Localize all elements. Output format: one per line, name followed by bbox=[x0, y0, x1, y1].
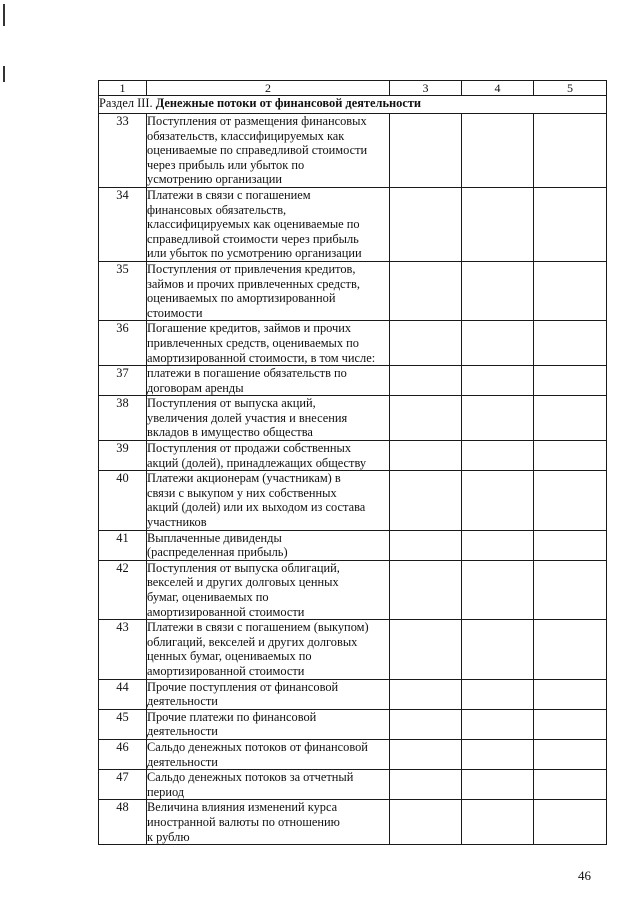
row-number: 40 bbox=[99, 471, 147, 530]
cash-flow-table bbox=[98, 80, 607, 845]
description-line: Прочие поступления от финансовой bbox=[147, 679, 339, 694]
description-line: амортизированной стоимости, в том числе: bbox=[147, 350, 376, 365]
description-line: акций (долей), принадлежащих обществу bbox=[147, 455, 367, 470]
value-cell-col4 bbox=[462, 396, 534, 441]
description-line: займов и прочих привлеченных средств, bbox=[147, 276, 360, 291]
description-line: облигаций, векселей и других долговых bbox=[147, 634, 358, 649]
row-description bbox=[147, 114, 390, 188]
value-cell-col3 bbox=[390, 114, 462, 188]
description-line: стоимости bbox=[147, 305, 203, 320]
description-line: увеличения долей участия и внесения bbox=[147, 410, 348, 425]
description-line: вкладов в имущество общества bbox=[147, 425, 313, 440]
description-line: усмотрению организации bbox=[147, 172, 282, 187]
row-number: 36 bbox=[99, 321, 147, 366]
column-header-1: 1 bbox=[99, 81, 147, 96]
value-cell-col5 bbox=[534, 770, 607, 800]
description-line: акций (долей) или их выходом из состава bbox=[147, 500, 366, 515]
description-line: деятельности bbox=[147, 694, 218, 709]
description-line: связи с выкупом у них собственных bbox=[147, 485, 337, 500]
description-line: классифицируемых как оцениваемые по bbox=[147, 217, 360, 232]
value-cell-col3 bbox=[390, 770, 462, 800]
description-line: обязательств, классифицируемых как bbox=[147, 128, 345, 143]
row-description bbox=[147, 620, 390, 679]
description-line: иностранной валюты по отношению bbox=[147, 814, 340, 829]
table-row bbox=[99, 441, 607, 471]
value-cell-col4 bbox=[462, 620, 534, 679]
description-line: Поступления от выпуска облигаций, bbox=[147, 560, 340, 575]
row-description bbox=[147, 770, 390, 800]
value-cell-col3 bbox=[390, 396, 462, 441]
value-cell-col3 bbox=[390, 739, 462, 769]
table-row bbox=[99, 396, 607, 441]
column-header-2: 2 bbox=[147, 81, 390, 96]
value-cell-col5 bbox=[534, 709, 607, 739]
table-row bbox=[99, 800, 607, 845]
margin-mark bbox=[3, 66, 5, 82]
value-cell-col4 bbox=[462, 739, 534, 769]
value-cell-col3 bbox=[390, 560, 462, 619]
value-cell-col4 bbox=[462, 471, 534, 530]
value-cell-col4 bbox=[462, 560, 534, 619]
value-cell-col5 bbox=[534, 800, 607, 845]
table-row bbox=[99, 770, 607, 800]
value-cell-col5 bbox=[534, 471, 607, 530]
value-cell-col4 bbox=[462, 770, 534, 800]
row-number: 37 bbox=[99, 366, 147, 396]
row-description bbox=[147, 739, 390, 769]
table-row bbox=[99, 620, 607, 679]
description-line: Прочие платежи по финансовой bbox=[147, 709, 317, 724]
value-cell-col5 bbox=[534, 620, 607, 679]
column-header-3: 3 bbox=[390, 81, 462, 96]
description-line: период bbox=[147, 784, 185, 799]
row-description bbox=[147, 800, 390, 845]
description-line: или убыток по усмотрению организации bbox=[147, 246, 362, 261]
description-line: векселей и других долговых ценных bbox=[147, 575, 339, 590]
description-line: договорам аренды bbox=[147, 380, 244, 395]
value-cell-col5 bbox=[534, 321, 607, 366]
description-line: Сальдо денежных потоков от финансовой bbox=[147, 739, 368, 754]
row-number: 48 bbox=[99, 800, 147, 845]
row-description bbox=[147, 187, 390, 261]
row-description bbox=[147, 530, 390, 560]
value-cell-col4 bbox=[462, 441, 534, 471]
description-line: Поступления от выпуска акций, bbox=[147, 396, 316, 411]
value-cell-col3 bbox=[390, 679, 462, 709]
description-line: (распределенная прибыль) bbox=[147, 545, 288, 560]
table-row bbox=[99, 321, 607, 366]
row-description bbox=[147, 396, 390, 441]
row-description bbox=[147, 441, 390, 471]
description-line: бумаг, оцениваемых по bbox=[147, 590, 269, 604]
description-line: ценных бумаг, оцениваемых по bbox=[147, 649, 312, 664]
row-number: 38 bbox=[99, 396, 147, 441]
section-title: Денежные потоки от финансовой деятельности bbox=[155, 96, 422, 110]
row-description bbox=[147, 366, 390, 396]
value-cell-col4 bbox=[462, 187, 534, 261]
section-heading bbox=[99, 96, 607, 114]
margin-mark bbox=[3, 4, 5, 26]
row-number: 47 bbox=[99, 770, 147, 800]
description-line: Величина влияния изменений курса bbox=[147, 800, 338, 815]
table-row bbox=[99, 471, 607, 530]
row-number: 39 bbox=[99, 441, 147, 471]
value-cell-col5 bbox=[534, 530, 607, 560]
value-cell-col3 bbox=[390, 530, 462, 560]
description-line: справедливой стоимости через прибыль bbox=[147, 231, 359, 246]
description-line: Платежи акционерам (участникам) в bbox=[147, 471, 341, 486]
description-line: Платежи в связи с погашением bbox=[147, 187, 311, 202]
description-line: Поступления от привлечения кредитов, bbox=[147, 261, 356, 276]
description-line: Сальдо денежных потоков за отчетный bbox=[147, 770, 354, 785]
description-line: оцениваемые по справедливой стоимости bbox=[147, 143, 368, 158]
value-cell-col5 bbox=[534, 187, 607, 261]
table-row bbox=[99, 709, 607, 739]
row-number: 44 bbox=[99, 679, 147, 709]
value-cell-col4 bbox=[462, 321, 534, 366]
column-header-4: 4 bbox=[462, 81, 534, 96]
row-number: 33 bbox=[99, 114, 147, 188]
section-prefix: Раздел III. bbox=[99, 96, 156, 110]
description-line: привлеченных средств, оцениваемых по bbox=[147, 335, 359, 350]
table-row bbox=[99, 560, 607, 619]
value-cell-col3 bbox=[390, 441, 462, 471]
row-description bbox=[147, 709, 390, 739]
page-number: 46 bbox=[578, 868, 591, 883]
row-description bbox=[147, 679, 390, 709]
row-description bbox=[147, 321, 390, 366]
column-number-row bbox=[99, 81, 607, 96]
description-line: через прибыль или убыток по bbox=[147, 157, 305, 172]
value-cell-col5 bbox=[534, 114, 607, 188]
value-cell-col5 bbox=[534, 441, 607, 471]
column-header-5: 5 bbox=[534, 81, 607, 96]
value-cell-col5 bbox=[534, 739, 607, 769]
value-cell-col3 bbox=[390, 620, 462, 679]
row-number: 41 bbox=[99, 530, 147, 560]
value-cell-col5 bbox=[534, 366, 607, 396]
row-description bbox=[147, 560, 390, 619]
row-number: 35 bbox=[99, 261, 147, 320]
value-cell-col5 bbox=[534, 261, 607, 320]
table-row bbox=[99, 114, 607, 188]
description-line: амортизированной стоимости bbox=[147, 663, 305, 678]
description-line: деятельности bbox=[147, 754, 218, 769]
value-cell-col4 bbox=[462, 800, 534, 845]
description-line: участников bbox=[147, 515, 207, 530]
value-cell-col5 bbox=[534, 679, 607, 709]
row-number: 43 bbox=[99, 620, 147, 679]
description-line: Платежи в связи с погашением (выкупом) bbox=[147, 620, 369, 635]
row-description bbox=[147, 471, 390, 530]
description-line: Поступления от размещения финансовых bbox=[147, 114, 367, 128]
value-cell-col5 bbox=[534, 560, 607, 619]
value-cell-col4 bbox=[462, 366, 534, 396]
description-line: платежи в погашение обязательств по bbox=[147, 366, 347, 381]
description-line: Погашение кредитов, займов и прочих bbox=[147, 321, 352, 336]
value-cell-col3 bbox=[390, 366, 462, 396]
description-line: оцениваемых по амортизированной bbox=[147, 291, 336, 306]
row-number: 34 bbox=[99, 187, 147, 261]
description-line: Поступления от продажи собственных bbox=[147, 441, 352, 456]
value-cell-col4 bbox=[462, 261, 534, 320]
table-row bbox=[99, 261, 607, 320]
row-number: 42 bbox=[99, 560, 147, 619]
section-heading-row bbox=[99, 96, 607, 114]
row-number: 46 bbox=[99, 739, 147, 769]
row-description bbox=[147, 261, 390, 320]
value-cell-col3 bbox=[390, 709, 462, 739]
description-line: Выплаченные дивиденды bbox=[147, 530, 282, 545]
value-cell-col3 bbox=[390, 261, 462, 320]
value-cell-col3 bbox=[390, 800, 462, 845]
value-cell-col5 bbox=[534, 396, 607, 441]
table-row bbox=[99, 366, 607, 396]
description-line: деятельности bbox=[147, 724, 218, 739]
table-row bbox=[99, 530, 607, 560]
table-row bbox=[99, 187, 607, 261]
value-cell-col3 bbox=[390, 187, 462, 261]
value-cell-col3 bbox=[390, 321, 462, 366]
table-row bbox=[99, 739, 607, 769]
value-cell-col4 bbox=[462, 530, 534, 560]
description-line: к рублю bbox=[147, 829, 190, 844]
description-line: финансовых обязательств, bbox=[147, 202, 287, 217]
table-row bbox=[99, 679, 607, 709]
value-cell-col4 bbox=[462, 679, 534, 709]
row-number: 45 bbox=[99, 709, 147, 739]
value-cell-col4 bbox=[462, 114, 534, 188]
value-cell-col4 bbox=[462, 709, 534, 739]
value-cell-col3 bbox=[390, 471, 462, 530]
description-line: амортизированной стоимости bbox=[147, 604, 305, 619]
